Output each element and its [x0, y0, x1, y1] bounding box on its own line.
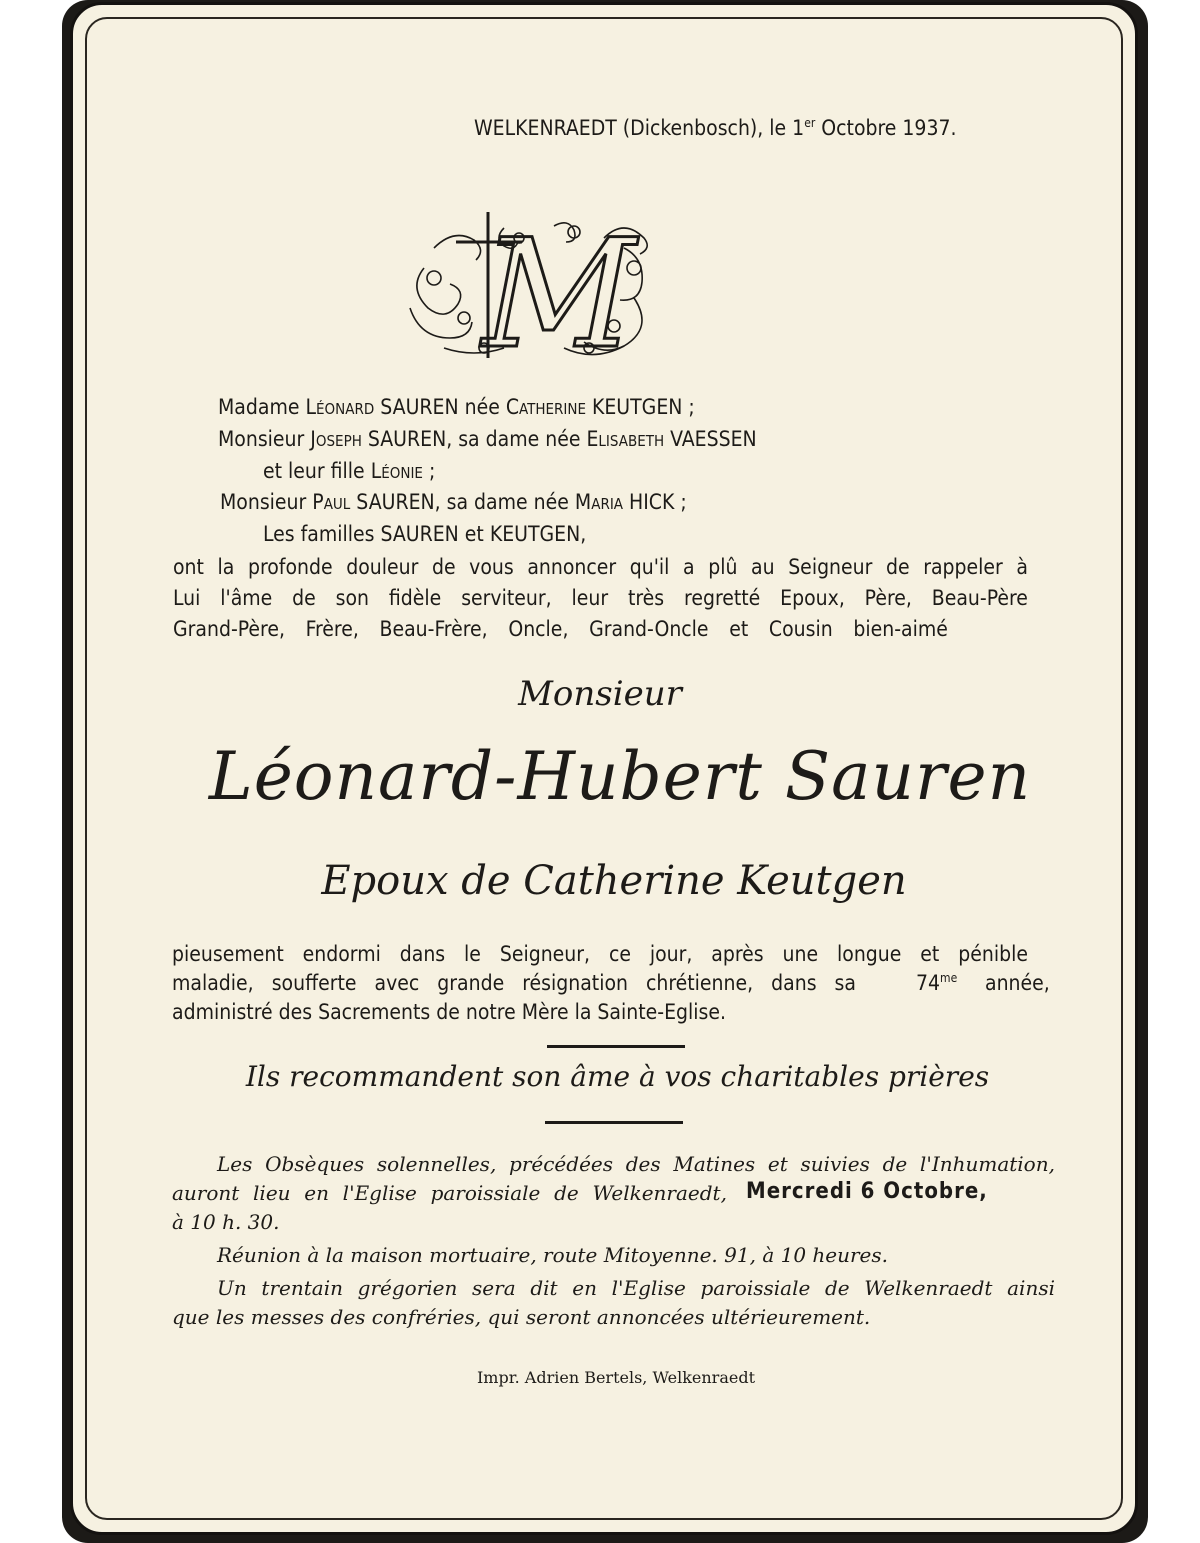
divider-bottom	[545, 1121, 683, 1124]
text-word: Les	[217, 1152, 253, 1176]
text-word: l'Eglise	[611, 1276, 686, 1300]
text-word: Catherine	[505, 395, 586, 419]
text-word: dans	[399, 942, 446, 966]
text-word: vous	[469, 555, 514, 579]
text-word: trentain	[261, 1276, 343, 1300]
text-word: ;	[422, 459, 436, 483]
header-date-rest: Octobre 1937.	[815, 116, 957, 140]
text-word: suivies	[800, 1152, 870, 1176]
text-word: de	[292, 586, 316, 610]
text-word: l'Inhumation,	[919, 1152, 1055, 1176]
text-word: chrétienne,	[645, 971, 754, 995]
text-word: Beau-Père	[931, 586, 1028, 610]
text-word: de	[886, 555, 910, 579]
text-word: maladie,	[172, 971, 254, 995]
text-word: l'âme	[220, 586, 273, 610]
details-age	[916, 971, 957, 995]
text-word: Lui	[173, 586, 201, 610]
text-word: rappeler	[923, 555, 1003, 579]
details-line-3: administré des Sacrements de notre Mère la Sainte-Eglise.	[172, 1000, 726, 1024]
text-word: HICK ;	[623, 490, 687, 514]
text-word: ont	[173, 555, 204, 579]
funeral-line-2	[172, 1181, 727, 1205]
text-word: paroissiale	[700, 1276, 811, 1300]
text-word: Frère,	[305, 617, 359, 641]
text-word: Epoux,	[780, 586, 845, 610]
text-word: bien-aimé	[853, 617, 948, 641]
funeral-date: Mercredi 6 Octobre,	[746, 1179, 988, 1204]
printer-credit: Impr. Adrien Bertels, Welkenraedt	[476, 1368, 755, 1387]
trentain-line-2: que les messes des confréries, qui seront annoncées ultérieurement.	[172, 1305, 871, 1329]
text-word: Welkenraedt,	[592, 1181, 727, 1205]
text-word: sa	[834, 971, 856, 995]
text-word: Maria	[574, 490, 624, 514]
text-word: longue	[837, 942, 902, 966]
text-word: Beau-Frère,	[379, 617, 488, 641]
text-word: précédées	[509, 1152, 614, 1176]
text-word: à	[1016, 555, 1028, 579]
text-word: douleur	[346, 555, 419, 579]
text-word: Matines	[673, 1152, 756, 1176]
text-word: paroissiale	[430, 1181, 541, 1205]
text-word: et	[767, 1152, 788, 1176]
text-word: Léonie	[370, 459, 423, 483]
text-word: son	[335, 586, 370, 610]
text-word: KEUTGEN ;	[585, 395, 695, 419]
text-word: profonde	[247, 555, 333, 579]
trentain-line-1	[217, 1276, 1055, 1300]
text-word: regretté	[684, 586, 761, 610]
text-word: serviteur,	[461, 586, 552, 610]
family-line-5: Les familles SAUREN et KEUTGEN,	[263, 522, 587, 546]
text-word: Madame	[218, 395, 306, 419]
text-word: en	[572, 1276, 597, 1300]
text-word: Léonard	[305, 395, 375, 419]
text-word: résignation	[522, 971, 628, 995]
text-word: Cousin	[768, 617, 833, 641]
monogram-icon	[404, 208, 662, 366]
details-line-1	[172, 942, 1028, 966]
text-word: Oncle,	[508, 617, 569, 641]
divider-top	[547, 1045, 685, 1048]
text-word: la	[217, 555, 235, 579]
header-date-sup: er	[804, 116, 816, 130]
text-word: et	[920, 942, 940, 966]
text-word: avec	[374, 971, 420, 995]
text-word: Grand-Père,	[173, 617, 285, 641]
header-date-line	[474, 116, 957, 140]
text-word: et	[729, 617, 749, 641]
details-line-2	[172, 971, 856, 995]
text-word: Monsieur	[220, 490, 313, 514]
text-word: SAUREN née	[374, 395, 506, 419]
text-word: de	[554, 1181, 579, 1205]
text-word: annoncer	[527, 555, 617, 579]
text-word: SAUREN, sa dame née	[350, 490, 575, 514]
text-word: plû	[708, 555, 738, 579]
family-line-1	[218, 395, 695, 419]
text-word: Seigneur	[788, 555, 873, 579]
text-word: Paul	[312, 490, 351, 514]
family-line-2	[218, 427, 757, 451]
text-word: pieusement	[172, 942, 284, 966]
text-word: grégorien	[357, 1276, 458, 1300]
text-word: soufferte	[271, 971, 357, 995]
text-word: VAESSEN	[664, 427, 757, 451]
text-word: de	[824, 1276, 850, 1300]
header-place: WELKENRAEDT (Dickenbosch), le 1	[474, 116, 805, 140]
text-word: Seigneur,	[499, 942, 591, 966]
details-age-word: année,	[985, 971, 1050, 995]
text-word: Obsèques	[265, 1152, 365, 1176]
text-word: Monsieur	[218, 427, 311, 451]
deceased-title: Monsieur	[518, 674, 682, 714]
announcement-line-1	[173, 555, 1028, 579]
text-word: au	[751, 555, 775, 579]
family-line-4	[220, 490, 687, 514]
announcement-line-2	[173, 586, 1028, 610]
text-word: SAUREN, sa dame née	[361, 427, 587, 451]
text-word: le	[464, 942, 481, 966]
text-word: Elisabeth	[586, 427, 665, 451]
deceased-spouse: Epoux de Catherine Keutgen	[321, 858, 907, 904]
prayer-line: Ils recommandent son âme à vos charitables prières	[245, 1060, 990, 1093]
funeral-line-3: à 10 h. 30.	[172, 1210, 280, 1234]
text-word: Père,	[864, 586, 912, 610]
text-word: qu'il	[629, 555, 670, 579]
text-word: a	[683, 555, 695, 579]
text-word: leur	[571, 586, 609, 610]
text-word: me	[940, 971, 958, 985]
text-word: de	[431, 555, 456, 579]
text-word: Grand-Oncle	[589, 617, 709, 641]
text-word: ainsi	[1007, 1276, 1055, 1300]
text-word: Un	[217, 1276, 247, 1300]
text-word: solennelles,	[376, 1152, 497, 1176]
text-word: dit	[530, 1276, 558, 1300]
text-word: très	[627, 586, 665, 610]
text-word: de	[882, 1152, 908, 1176]
text-word: sera	[472, 1276, 516, 1300]
text-word: 74	[916, 971, 941, 995]
text-word: fidèle	[388, 586, 442, 610]
text-word: Joseph	[310, 427, 362, 451]
text-word: en	[304, 1181, 329, 1205]
text-word: dans	[771, 971, 817, 995]
text-word: pénible	[958, 942, 1028, 966]
family-line-3	[263, 459, 435, 483]
text-word: des	[625, 1152, 661, 1176]
text-word: grande	[437, 971, 505, 995]
monogram-letter: M	[482, 208, 636, 366]
funeral-line-1	[217, 1152, 1055, 1176]
text-word: auront	[172, 1181, 240, 1205]
announcement-line-3	[173, 617, 948, 641]
text-word: une	[782, 942, 819, 966]
text-word: l'Eglise	[342, 1181, 417, 1205]
funeral-meeting: Réunion à la maison mortuaire, route Mitoyenne. 91, à 10 heures.	[217, 1243, 889, 1267]
text-word: Welkenraedt	[864, 1276, 993, 1300]
text-word: jour,	[649, 942, 693, 966]
deceased-name: Léonard-Hubert Sauren	[208, 738, 1032, 815]
text-word: lieu	[253, 1181, 291, 1205]
text-word: ce	[608, 942, 631, 966]
text-word: et leur fille	[263, 459, 371, 483]
text-word: endormi	[302, 942, 381, 966]
text-word: après	[711, 942, 764, 966]
